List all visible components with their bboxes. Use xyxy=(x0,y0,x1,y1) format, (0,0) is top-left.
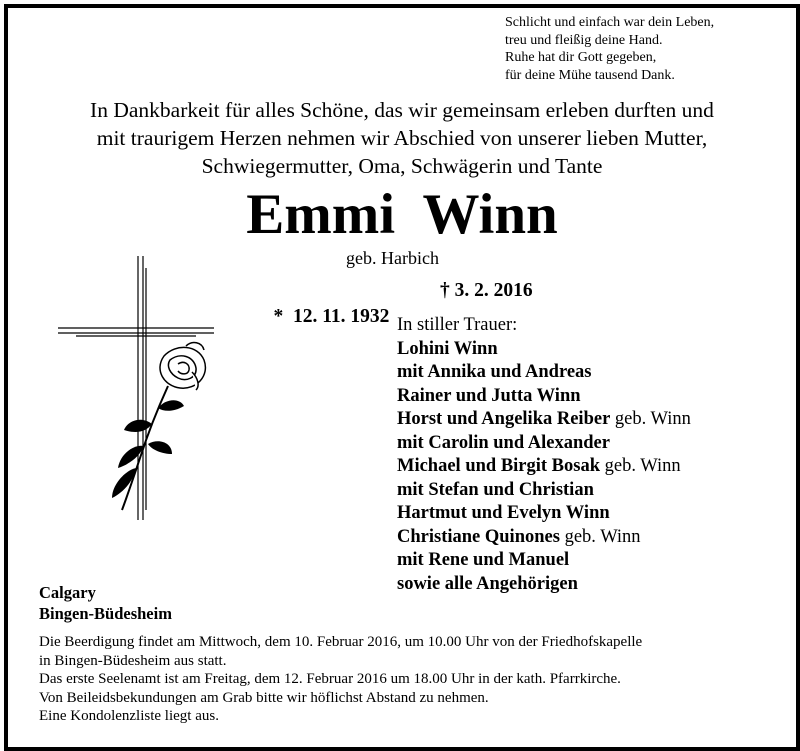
poem-line: Schlicht und einfach war dein Leben, xyxy=(505,15,715,30)
place-name: Calgary xyxy=(39,583,96,602)
mourners-heading: In stiller Trauer: xyxy=(397,315,518,335)
mourners-list xyxy=(397,314,691,596)
intro-line: In Dankbarkeit für alles Schöne, das wir gemeinsam erleben durften und xyxy=(90,98,714,122)
poem-line: für deine Mühe tausend Dank. xyxy=(505,67,675,83)
mourner-line xyxy=(397,455,691,479)
intro-text xyxy=(8,96,796,180)
birth-date: * 12. 11. 1932 xyxy=(273,306,390,327)
poem-line: treu und fleißig deine Hand. xyxy=(505,32,663,48)
mourner-line xyxy=(397,549,691,573)
mourner-line xyxy=(397,361,691,385)
mourner-line xyxy=(397,408,691,432)
note-line: Eine Kondolenzliste liegt aus. xyxy=(39,708,219,724)
note-line: Das erste Seelenamt ist am Freitag, dem 12. Februar 2016 um 18.00 Uhr in der kath. Pfarrkirche. xyxy=(39,671,621,687)
funeral-notes xyxy=(39,633,642,726)
mourner-names: sowie alle Angehörigen xyxy=(397,573,578,594)
cross-with-rose-icon xyxy=(46,248,226,528)
mourner-line xyxy=(397,385,691,409)
mourner-line xyxy=(397,338,691,362)
deceased-name: Emmi Winn xyxy=(246,183,558,246)
note-line: Die Beerdigung findet am Mittwoch, dem 10. Februar 2016, um 10.00 Uhr von der Friedhofskapelle xyxy=(39,634,643,650)
obituary-notice xyxy=(4,4,800,751)
mourner-suffix: geb. Winn xyxy=(610,409,691,429)
note-line: Von Beileidsbekundungen am Grab bitte wir höflichst Abstand zu nehmen. xyxy=(39,689,489,706)
mourner-line xyxy=(397,573,691,597)
mourner-suffix: geb. Winn xyxy=(600,456,681,476)
place-name: Bingen-Büdesheim xyxy=(39,604,172,623)
places xyxy=(39,582,172,624)
mourner-suffix: geb. Winn xyxy=(559,526,641,547)
mourner-names: Michael und Birgit Bosak xyxy=(397,456,601,476)
poem-line: Ruhe hat dir Gott gegeben, xyxy=(505,50,657,65)
maiden-name: geb. Harbich xyxy=(346,248,439,268)
note-line: in Bingen-Büdesheim aus statt. xyxy=(39,652,227,669)
mourner-line xyxy=(397,502,691,526)
mourner-names: Horst und Angelika Reiber xyxy=(397,409,611,429)
death-date: † 3. 2. 2016 xyxy=(440,280,533,301)
mourner-names: mit Rene und Manuel xyxy=(397,550,570,570)
mourner-names: Lohini Winn xyxy=(397,338,498,359)
mourner-names: Christiane Quinones xyxy=(397,526,560,547)
intro-line: Schwiegermutter, Oma, Schwägerin und Tante xyxy=(201,154,603,178)
mourner-line xyxy=(397,526,691,550)
poem-verse xyxy=(505,14,714,84)
mourner-names: mit Carolin und Alexander xyxy=(397,432,610,453)
mourner-names: mit Annika und Andreas xyxy=(397,362,592,382)
mourner-line xyxy=(397,432,691,456)
mourner-line xyxy=(397,479,691,503)
mourner-names: mit Stefan und Christian xyxy=(397,479,594,500)
intro-line: mit traurigem Herzen nehmen wir Abschied von unserer lieben Mutter, xyxy=(96,126,708,150)
mourner-names: Hartmut und Evelyn Winn xyxy=(397,503,610,523)
mourner-names: Rainer und Jutta Winn xyxy=(397,385,581,406)
